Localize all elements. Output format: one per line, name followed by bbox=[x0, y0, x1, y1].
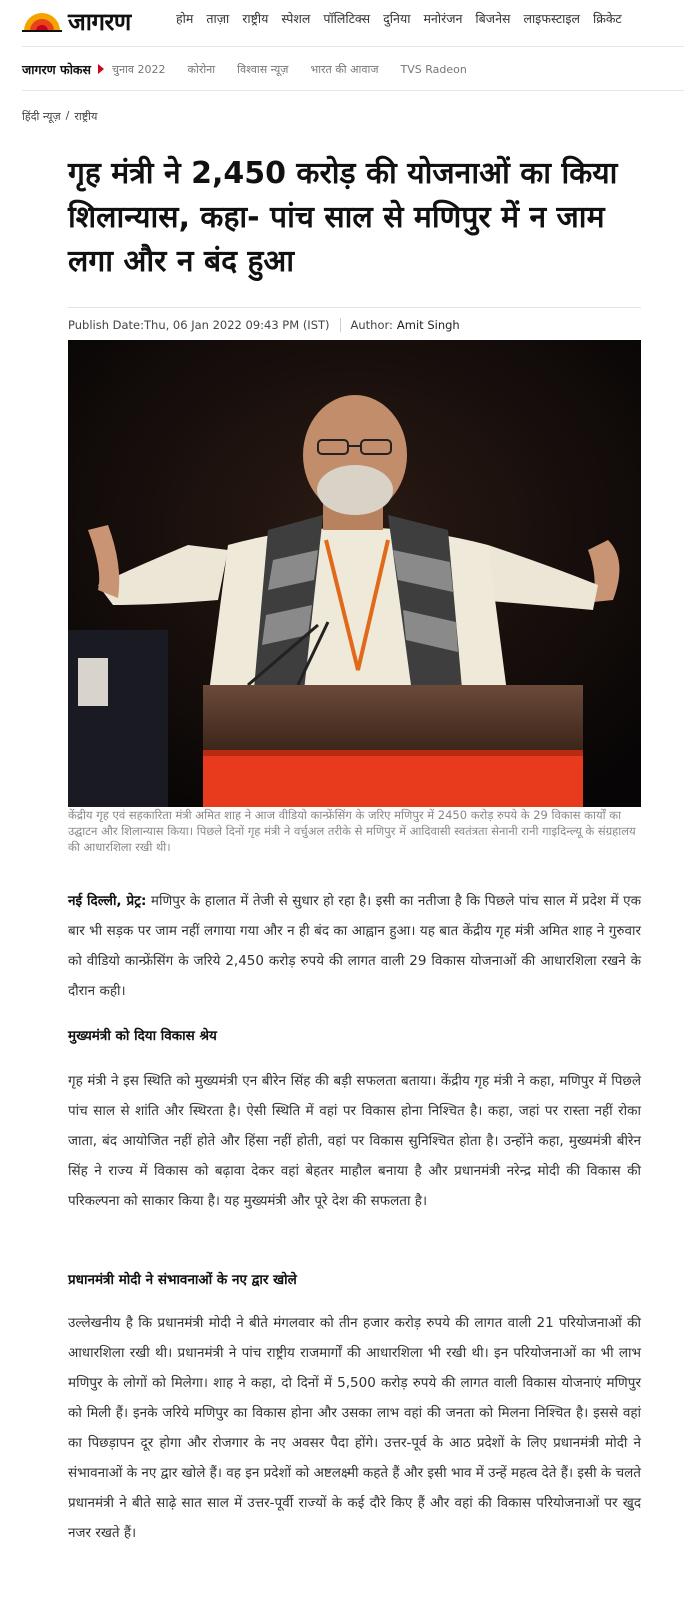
focus-item-election[interactable]: चुनाव 2022 bbox=[111, 62, 166, 76]
subheading-pm-opportunities: प्रधानमंत्री मोदी ने संभावनाओं के नए द्वार खोले bbox=[68, 1272, 297, 1288]
sun-logo-icon bbox=[22, 10, 62, 32]
paragraph-1-text: मणिपुर के हालात में तेजी से सुधार हो रहा है। इसी का नतीजा है कि पिछले पांच साल में प्रदेश में एक बार भी सड़क पर जाम नहीं लगाया गया और न ही बंद का आह्वान हुआ। यह बात केंद्रीय गृह मंत्री अमित शाह ने गुरुवार को वीडियो कान्फ्रेंसिंग के जरिये 2,450 करोड़ रुपये की लागत वाली 29 विकास योजनाओं की आधारशिला रखने के दौरान कही। bbox=[68, 893, 642, 999]
breadcrumb-separator: / bbox=[65, 109, 70, 122]
breadcrumb-home[interactable]: हिंदी न्यूज़ bbox=[22, 110, 61, 123]
article-paragraph-1 bbox=[68, 886, 641, 1006]
focus-title: जागरण फोकस bbox=[22, 61, 91, 77]
nav-item-entertainment[interactable]: मनोरंजन bbox=[423, 11, 463, 26]
jagran-logo[interactable] bbox=[22, 6, 152, 36]
nav-item-latest[interactable]: ताज़ा bbox=[206, 11, 230, 26]
focus-item-bharat-ki-awaaz[interactable]: भारत की आवाज bbox=[310, 62, 379, 76]
nav-divider bbox=[22, 46, 684, 47]
arrow-right-icon bbox=[98, 64, 104, 74]
focus-bar bbox=[22, 60, 489, 78]
nav-item-politics[interactable]: पॉलिटिक्स bbox=[323, 11, 371, 26]
nav-item-lifestyle[interactable]: लाइफस्टाइल bbox=[523, 11, 580, 26]
nav-item-world[interactable]: दुनिया bbox=[383, 11, 411, 26]
article-hero-image bbox=[68, 340, 641, 807]
focus-item-tvs-radeon[interactable]: TVS Radeon bbox=[400, 62, 467, 76]
speaker-at-podium-illustration bbox=[68, 340, 641, 807]
top-navigation bbox=[0, 0, 697, 46]
focus-item-vishvas-news[interactable]: विश्वास न्यूज़ bbox=[237, 62, 289, 76]
article-paragraph-2: गृह मंत्री ने इस स्थिति को मुख्यमंत्री एन बीरेन सिंह की बड़ी सफलता बताया। केंद्रीय गृह मंत्री ने कहा, मणिपुर में पिछले पांच साल से शांति और स्थिरता है। ऐसी स्थिति में वहां पर विकास होना निश्चित है। कहा, जहां पर रास्ता नहीं रोका जाता, बंद आयोजित नहीं होते और हिंसा नहीं होती, वहां पर विकास सुनिश्चित होता है। उन्होंने कहा, मुख्यमंत्री बीरेन सिंह ने राज्य में विकास को बढ़ावा देकर वहां बेहतर माहौल बनाया है और प्रधानमंत्री नरेन्द्र मोदी की विकास की परिकल्पना को साकार किया है। यह मुख्यमंत्री और पूरे देश की सफलता है। bbox=[68, 1073, 641, 1209]
nav-item-business[interactable]: बिजनेस bbox=[475, 11, 511, 26]
main-menu bbox=[176, 10, 635, 27]
nav-item-special[interactable]: स्पेशल bbox=[281, 11, 311, 26]
focus-divider bbox=[22, 90, 684, 91]
nav-item-cricket[interactable]: क्रिकेट bbox=[592, 11, 622, 26]
article-meta bbox=[68, 318, 460, 332]
breadcrumb-section[interactable]: राष्ट्रीय bbox=[74, 110, 98, 123]
author-label: Author: bbox=[350, 318, 393, 332]
meta-divider bbox=[340, 318, 341, 332]
headline-divider bbox=[68, 307, 641, 308]
nav-item-home[interactable]: होम bbox=[176, 11, 194, 26]
dateline: नई दिल्ली, प्रेट्र: bbox=[68, 893, 147, 909]
author-name[interactable]: Amit Singh bbox=[396, 318, 460, 332]
logo-wordmark: जागरण bbox=[68, 7, 131, 36]
article-headline: गृह मंत्री ने 2,450 करोड़ की योजनाओं का किया शिलान्यास, कहा- पांच साल से मणिपुर में न जाम लगा और न बंद हुआ bbox=[68, 156, 618, 279]
focus-item-corona[interactable]: कोरोना bbox=[187, 62, 216, 76]
article-paragraph-3: उल्लेखनीय है कि प्रधानमंत्री मोदी ने बीते मंगलवार को तीन हजार करोड़ रुपये की लागत वाली 21 परियोजनाओं की आधारशिला रखी थी। प्रधानमंत्री ने पांच राष्ट्रीय राजमार्गों की आधारशिला भी रखी थी। इन परियोजनाओं का भी लाभ मणिपुर के लोगों को मिलेगा। शाह ने कहा, दो दिनों में 5,500 करोड़ रुपये की लागत वाली विकास योजनाएं मणिपुर को मिली हैं। इनके जरिये मणिपुर का विकास होना और उसका लाभ वहां की जनता को मिलना निश्चित है। इससे वहां का पिछड़ापन दूर होगा और रोजगार के नए अवसर पैदा होंगे। उत्तर-पूर्व के आठ प्रदेशों के लिए प्रधानमंत्री मोदी ने संभावनाओं के नए द्वार खोले हैं। वह इन प्रदेशों को अष्टलक्ष्मी कहते हैं और इसी भाव में उन्हें महत्व देते हैं। इसी के चलते प्रधानमंत्री ने बीते साढ़े सात साल में उत्तर-पूर्वी राज्यों के कई दौरे किए हैं और वहां की विकास परियोजनाओं पर खुद नजर रखते हैं। bbox=[68, 1315, 641, 1541]
subheading-cm-credit: मुख्यमंत्री को दिया विकास श्रेय bbox=[68, 1028, 217, 1044]
image-caption: केंद्रीय गृह एवं सहकारिता मंत्री अमित शाह ने आज वीडियो कान्फ्रेंसिंग के जरिए मणिपुर में 2450 करोड़ रुपये के 29 विकास कार्यों का उद्घाटन और शिलान्यास किया। पिछले दिनों गृह मंत्री ने वर्चुअल तरीके से मणिपुर में आदिवासी स्वतंत्रता सेनानी रानी गाइदिन्ल्यू के संग्रहालय की आधारशिला रखी थी। bbox=[68, 808, 636, 854]
breadcrumb bbox=[22, 109, 97, 124]
nav-item-national[interactable]: राष्ट्रीय bbox=[242, 11, 269, 26]
publish-date: Publish Date:Thu, 06 Jan 2022 09:43 PM (IST) bbox=[68, 318, 330, 332]
